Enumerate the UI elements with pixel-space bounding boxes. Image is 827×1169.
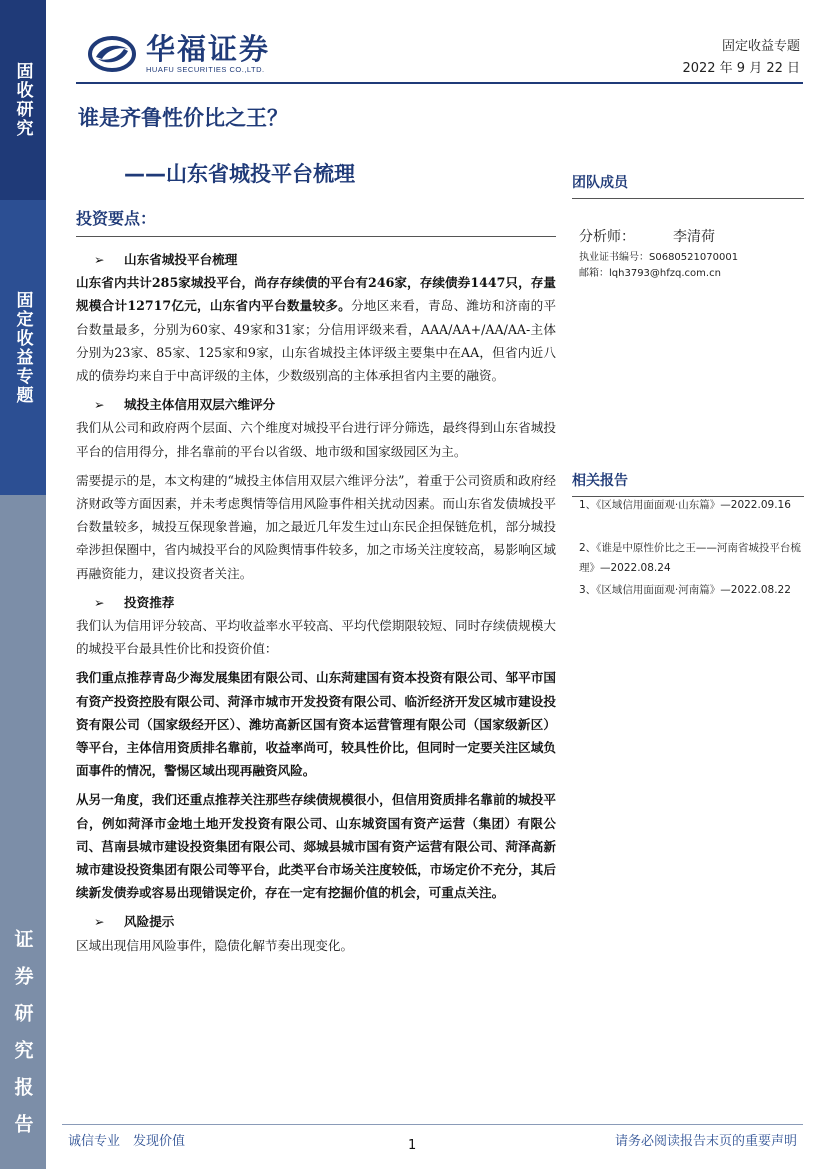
- arrow-bullet-icon: ➢: [94, 594, 105, 610]
- footer-divider: [62, 1124, 803, 1125]
- logo-text-en: HUAFU SECURITIES CO.,LTD.: [146, 65, 265, 74]
- page-number: 1: [408, 1138, 417, 1153]
- paragraph: 我们认为信用评分较高、平均收益率水平较高、平均代偿期限较短、同时存续债规模大的城投平台最具性价比和投资价值：: [76, 618, 556, 657]
- report-category: 固定收益专题: [721, 39, 800, 54]
- arrow-bullet-icon: ➢: [94, 397, 105, 413]
- logo-text-cn: 华福证券: [146, 32, 271, 66]
- paragraph-bold: 我们重点推荐青岛少海发展集团有限公司、山东菏建国有资本投资有限公司、邹平市国有资产投资控股有限公司、菏泽市城市开发投资有限公司、临沂经济开发区城市建设投资有限公司（国家级经开区）、潍坊高新区国有资本运营管理有限公司（国家级新区）等平台，主体信用资质排名靠前，收益率尚可，较具性价比，但同时一定要关注区域负面事件的情况，警惕区域出现再融资风险。: [76, 670, 556, 779]
- paragraph-text: 分地区来看，青岛、潍坊和济南的平台数量最多，分别为60家、49家和31家；分信用评级来看，AAA/AA+/AA/AA-主体分别为23家、85家、125家和9家，山东省城投主体评级主要集中在AA，但省内近八成的债券均来自于中高评级的主体，少数级别高的主体承担省内主要的融资。: [76, 298, 556, 384]
- header-divider: [76, 82, 803, 84]
- related-report-item[interactable]: 1、《区域信用面面观·山东篇》—2022.09.16: [579, 499, 791, 511]
- paragraph: [76, 271, 556, 387]
- investment-highlights-body: [76, 248, 556, 963]
- logo-swirl-icon: [88, 35, 140, 73]
- analyst-cert: 执业证书编号：S0680521070001: [579, 252, 739, 263]
- team-heading: 团队成员: [572, 172, 804, 199]
- bold-summary: 山东省内共计285家城投平台，尚存存续债的平台有246家，存续债券1447只，存量规模合计12717亿元，山东省内平台数量较多。: [76, 275, 556, 314]
- report-date: 2022 年 9 月 22 日: [682, 61, 800, 76]
- analyst-row: [579, 226, 715, 246]
- report-subtitle: ——山东省城投平台梳理: [124, 162, 355, 186]
- arrow-bullet-icon: ➢: [94, 914, 105, 930]
- sidebar-label-topic: 固定收益专题: [12, 290, 33, 405]
- sidebar-label-report: 证券研究报告: [11, 929, 34, 1151]
- analyst-name: 李清荷: [673, 229, 715, 245]
- related-report-item[interactable]: 3、《区域信用面面观·河南篇》—2022.08.22: [579, 584, 791, 596]
- paragraph: 我们从公司和政府两个层面、六个维度对城投平台进行评分筛选，最终得到山东省城投平台的信用得分，排名靠前的平台以省级、地市级和国家级园区为主。: [76, 420, 556, 459]
- related-reports-heading: 相关报告: [572, 470, 804, 497]
- paragraph: 需要提示的是，本文构建的“城投主体信用双层六维评分法”，着重于公司资质和政府经济财政等方面因素，并未考虑舆情等信用风险事件相关扰动因素。而山东省发债城投平台数量较多，城投互保现象普遍，加之最近几年发生过山东民企担保链危机，部分城投牵涉担保圈中，省内城投平台的风险舆情事件较多，加之市场关注度较高，易影响区域再融资能力，建议投资者关注。: [76, 472, 556, 581]
- sidebar-section-research: [0, 0, 46, 200]
- investment-highlights-heading: 投资要点：: [76, 206, 556, 237]
- paragraph-bold: 从另一角度，我们还重点推荐关注那些存续债规模很小，但信用资质排名靠前的城投平台，例如菏泽市金地土地开发投资有限公司、山东城资国有资产运营（集团）有限公司、莒南县城市建设投资集团有限公司、郯城县城市国有资产运营有限公司、菏泽高新城市建设投资集团有限公司等平台，此类平台市场关注度较低，市场定价不充分，其后续新发债券或容易出现错误定价，存在一定有挖掘价值的机会，可重点关注。: [76, 792, 556, 901]
- footer-slogan: 诚信专业 发现价值: [68, 1134, 186, 1149]
- company-logo: [88, 34, 270, 74]
- sidebar-section-topic: [0, 200, 46, 495]
- report-title: 谁是齐鲁性价比之王？: [78, 106, 288, 130]
- analyst-label: 分析师：: [579, 229, 635, 245]
- section-heading: ➢ 山东省城投平台梳理: [76, 248, 556, 271]
- section-heading: ➢ 城投主体信用双层六维评分: [76, 393, 556, 416]
- sidebar-label-research: 固收研究: [12, 62, 33, 138]
- footer-disclaimer: 请务必阅读报告末页的重要声明: [614, 1134, 797, 1149]
- section-heading: ➢ 投资推荐: [76, 591, 556, 614]
- paragraph: 区域出现信用风险事件，隐债化解节奏出现变化。: [76, 937, 354, 953]
- header-meta: [682, 36, 800, 80]
- sidebar-section-report: [0, 495, 46, 1169]
- sidebar: [0, 0, 46, 1169]
- section-heading: ➢ 风险提示: [76, 910, 556, 933]
- analyst-email[interactable]: 邮箱：lqh3793@hfzq.com.cn: [579, 268, 721, 279]
- related-report-item[interactable]: 2、《谁是中原性价比之王——河南省城投平台梳理》—2022.08.24: [579, 542, 801, 574]
- arrow-bullet-icon: ➢: [94, 252, 105, 267]
